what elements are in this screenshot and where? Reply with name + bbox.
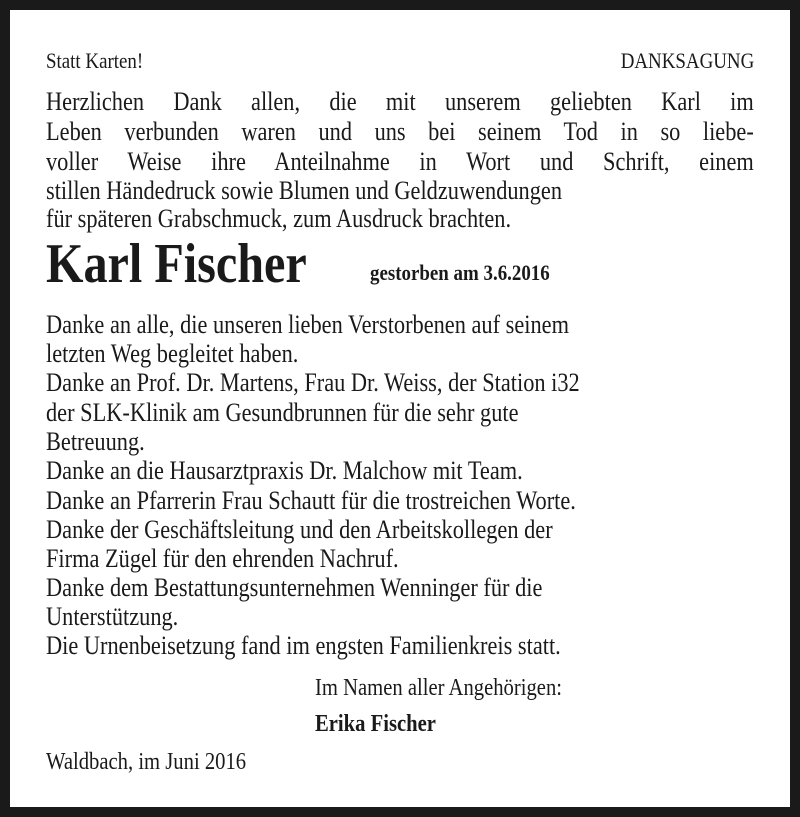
thanks-line: Firma Zügel für den ehrenden Nachruf.: [46, 544, 399, 573]
deceased-name: Karl Fischer: [46, 233, 307, 295]
thanks-line: Die Urnenbeisetzung fand im engsten Familienkreis statt.: [46, 631, 561, 660]
thanks-line: der SLK-Klinik am Gesundbrunnen für die sehr gute: [46, 398, 519, 427]
thanks-line: Danke dem Bestattungsunternehmen Wenninger für die: [46, 573, 543, 602]
signature-on-behalf: Im Namen aller Angehörigen:: [315, 675, 563, 701]
place-date: Waldbach, im Juni 2016: [46, 749, 247, 775]
thanks-line: letzten Weg begleitet haben.: [46, 339, 299, 368]
header-danksagung: DANKSAGUNG: [620, 48, 754, 73]
deceased-died-date: gestorben am 3.6.2016: [370, 260, 550, 285]
header-statt-karten: Statt Karten!: [46, 48, 144, 73]
thanks-line: Danke an Prof. Dr. Martens, Frau Dr. Weiss, der Station i32: [46, 368, 580, 397]
intro-line: Herzlichen Dank allen, die mit unserem geliebten Karl im: [46, 87, 754, 116]
intro-line: voller Weise ihre Anteilnahme in Wort und Schrift, einem: [46, 147, 754, 176]
thanks-line: Danke an Pfarrerin Frau Schautt für die trostreichen Worte.: [46, 486, 576, 515]
signature-name: Erika Fischer: [315, 711, 436, 737]
thanks-line: Danke der Geschäftsleitung und den Arbeitskollegen der: [46, 515, 553, 544]
intro-line: stillen Händedruck sowie Blumen und Geldzuwendungen: [46, 176, 563, 205]
intro-line: Leben verbunden waren und uns bei seinem Tod in so liebe-: [46, 117, 754, 146]
thanks-line: Danke an alle, die unseren lieben Verstorbenen auf seinem: [46, 310, 569, 339]
thanks-line: Unterstützung.: [46, 602, 179, 631]
obituary-notice: [10, 10, 790, 807]
thanks-line: Danke an die Hausarztpraxis Dr. Malchow mit Team.: [46, 456, 523, 485]
thanks-line: Betreuung.: [46, 427, 145, 456]
intro-line: für späteren Grabschmuck, zum Ausdruck brachten.: [46, 204, 512, 233]
